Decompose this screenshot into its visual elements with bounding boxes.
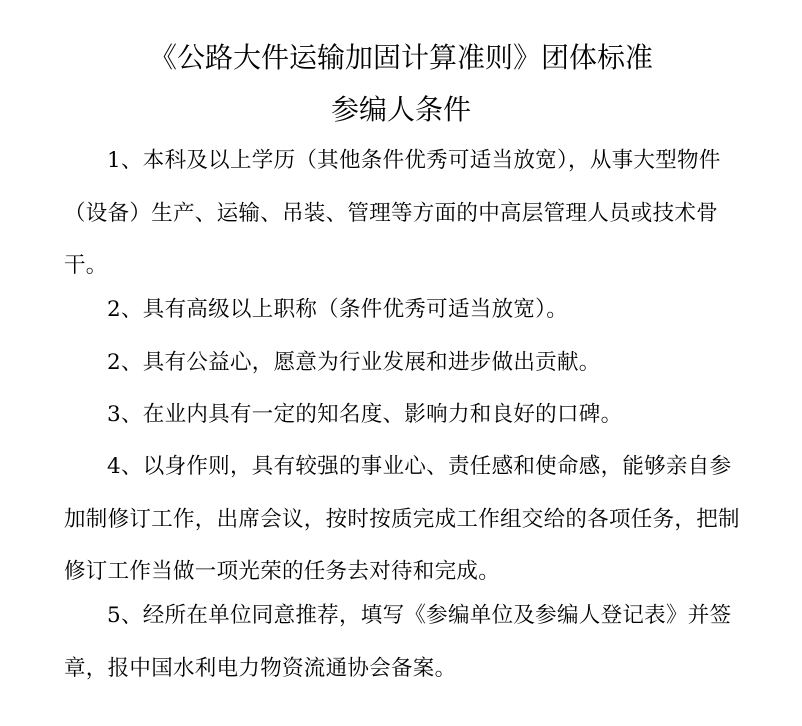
document-title: 《公路大件运输加固计算准则》团体标准: [148, 41, 653, 74]
requirement-paragraph-6: 5、经所在单位同意推荐，填写《参编单位及参编人登记表》并签章，报中国水利电力物资流通协会备案。: [64, 603, 732, 681]
requirement-paragraph-3: 2、具有公益心，愿意为行业发展和进步做出贡献。: [107, 350, 601, 375]
requirement-paragraph-1: 1、本科及以上学历（其他条件优秀可适当放宽），从事大型物件（设备）生产、运输、吊装、管理等方面的中高层管理人员或技术骨干。: [64, 148, 721, 278]
requirement-paragraph-2: 2、具有高级以上职称（条件优秀可适当放宽）。: [107, 297, 569, 322]
requirement-paragraph-4: 3、在业内具有一定的知名度、影响力和良好的口碑。: [107, 402, 623, 427]
requirement-paragraph-5: 4、以身作则，具有较强的事业心、责任感和使命感，能够亲自参加制修订工作，出席会议，按时按质完成工作组交给的各项任务，把制修订工作当做一项光荣的任务去对待和完成。: [64, 454, 740, 584]
document-subtitle: 参编人条件: [330, 93, 471, 126]
